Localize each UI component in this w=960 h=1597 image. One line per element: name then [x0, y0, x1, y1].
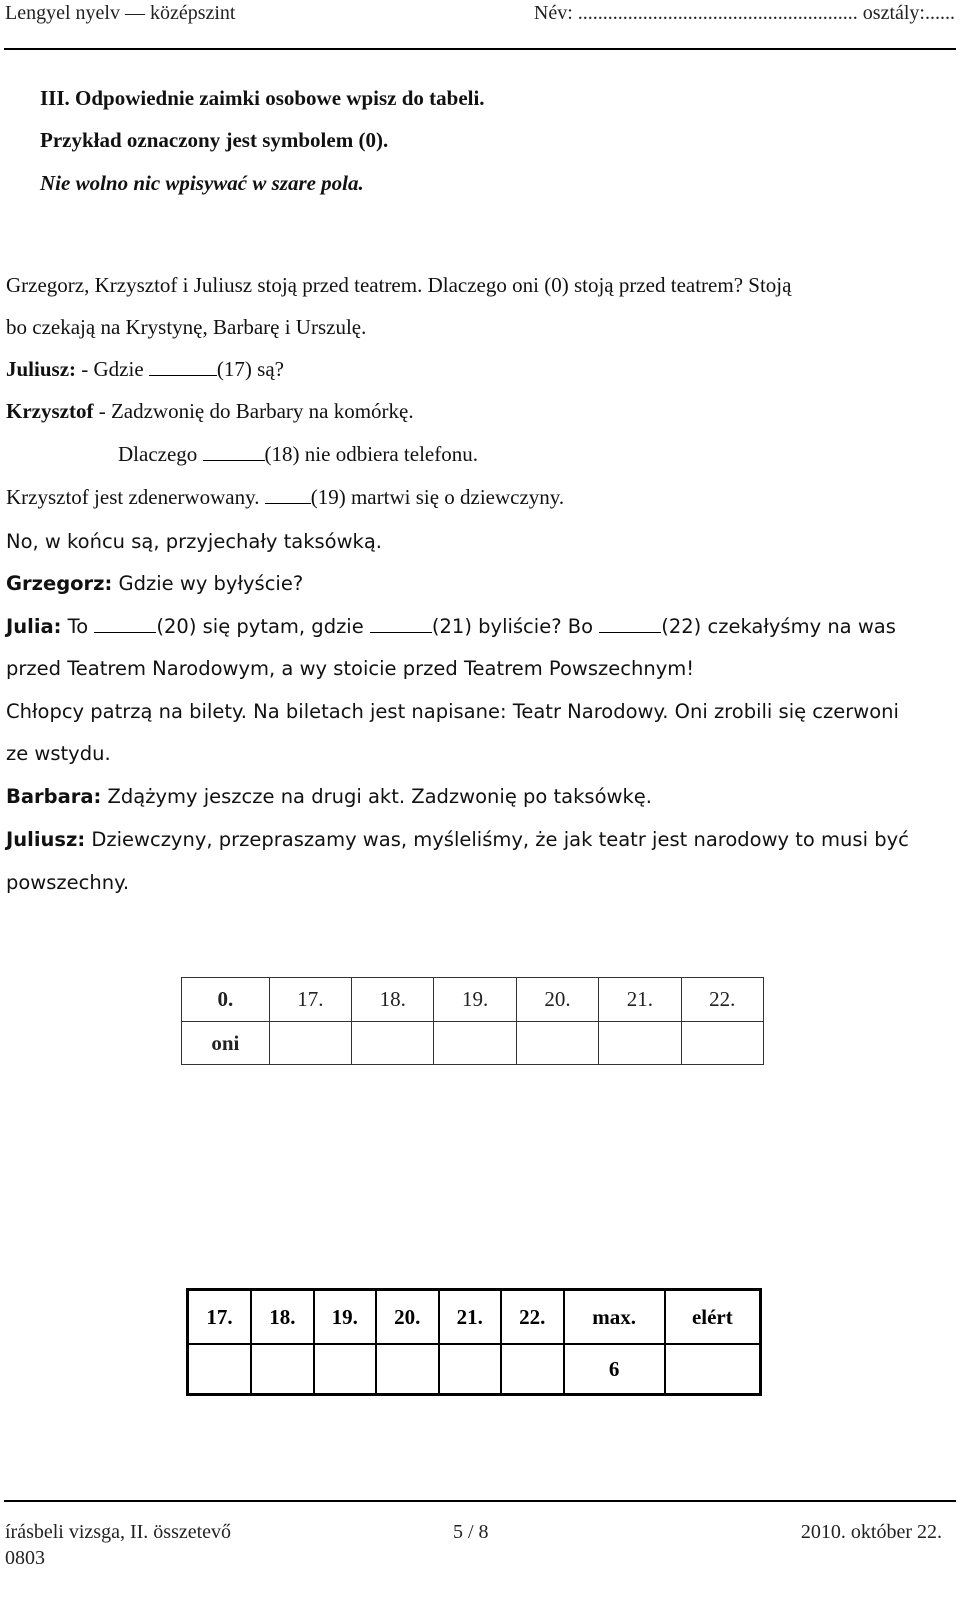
score-table-value-row [188, 1344, 761, 1395]
answer-cell-18[interactable] [352, 1022, 434, 1065]
text-line-9: Julia: To (20) się pytam, gdzie (21) byliście? Bo (22) czekałyśmy na was [6, 615, 896, 638]
answer-table-header-row [182, 978, 764, 1022]
speaker-name: Grzegorz: [6, 572, 113, 595]
score-cell-max: 6 [564, 1344, 665, 1395]
score-cell-20[interactable] [376, 1344, 438, 1395]
answer-table [181, 977, 764, 1065]
text-line-14: Juliusz: Dziewczyny, przepraszamy was, myśleliśmy, że jak teatr jest narodowy to musi być [6, 828, 909, 851]
score-table [186, 1288, 762, 1396]
gap-17 [149, 374, 217, 376]
answer-cell-20[interactable] [516, 1022, 598, 1065]
page-header [5, 0, 955, 30]
answer-header-18: 18. [352, 978, 434, 1022]
gap-22 [599, 631, 661, 633]
score-header-17: 17. [188, 1290, 252, 1345]
footer-code: 0803 [5, 1547, 45, 1569]
speaker-name: Julia: [6, 615, 62, 638]
score-cell-achieved[interactable] [665, 1344, 761, 1395]
answer-header-19: 19. [434, 978, 516, 1022]
instruction-title: III. Odpowiednie zaimki osobowe wpisz do tabeli. [40, 86, 485, 110]
answer-header-20: 20. [516, 978, 598, 1022]
gap-20 [94, 631, 156, 633]
text-line-2: bo czekają na Krystynę, Barbarę i Urszulę. [6, 315, 367, 339]
answer-cell-17[interactable] [269, 1022, 351, 1065]
speaker-name: Krzysztof [6, 399, 94, 423]
speaker-name: Juliusz: [6, 828, 86, 851]
text-line-4: Krzysztof - Zadzwonię do Barbary na komórkę. [6, 399, 414, 423]
footer-exam-part: írásbeli vizsga, II. összetevő [5, 1521, 232, 1543]
score-cell-21[interactable] [439, 1344, 501, 1395]
text-line-12: ze wstydu. [6, 742, 111, 765]
answer-header-22: 22. [681, 978, 763, 1022]
answer-header-21: 21. [599, 978, 681, 1022]
score-header-20: 20. [376, 1290, 438, 1345]
text-line-7: No, w końcu są, przyjechały taksówką. [6, 530, 382, 553]
gap-21 [370, 631, 432, 633]
text-line-3: Juliusz: - Gdzie (17) są? [6, 357, 284, 381]
footer-date: 2010. október 22. [800, 1521, 942, 1543]
answer-header-0: 0. [182, 978, 270, 1022]
answer-cell-0: oni [182, 1022, 270, 1065]
text-line-1: Grzegorz, Krzysztof i Juliusz stoją przed teatrem. Dlaczego oni (0) stoją przed teatrem? Stoją [6, 273, 792, 297]
header-rule [4, 48, 956, 50]
text-line-10: przed Teatrem Narodowym, a wy stoicie przed Teatrem Powszechnym! [6, 657, 695, 680]
footer-page-number: 5 / 8 [453, 1521, 489, 1543]
text-line-15: powszechny. [6, 871, 130, 894]
instruction-example: Przykład oznaczony jest symbolem (0). [40, 128, 389, 152]
header-subject: Lengyel nyelv — középszint [5, 2, 236, 24]
header-name-class-field: Név: ........................................................ osztály:...... [533, 2, 955, 24]
score-header-18: 18. [251, 1290, 313, 1345]
score-header-21: 21. [439, 1290, 501, 1345]
score-cell-19[interactable] [314, 1344, 376, 1395]
answer-cell-19[interactable] [434, 1022, 516, 1065]
answer-cell-22[interactable] [681, 1022, 763, 1065]
footer-rule [4, 1500, 956, 1502]
score-table-header-row [188, 1290, 761, 1345]
score-cell-17[interactable] [188, 1344, 252, 1395]
score-cell-18[interactable] [251, 1344, 313, 1395]
instruction-grey-fields: Nie wolno nic wpisywać w szare pola. [40, 171, 364, 195]
gap-18 [203, 459, 265, 461]
text-line-8: Grzegorz: Gdzie wy byłyście? [6, 572, 304, 595]
score-header-max: max. [564, 1290, 665, 1345]
speaker-name: Barbara: [6, 785, 102, 808]
text-line-13: Barbara: Zdążymy jeszcze na drugi akt. Zadzwonię po taksówkę. [6, 785, 652, 808]
gap-19 [265, 502, 311, 504]
speaker-name: Juliusz: [6, 357, 77, 381]
score-header-19: 19. [314, 1290, 376, 1345]
score-header-achieved: elért [665, 1290, 761, 1345]
answer-header-17: 17. [269, 978, 351, 1022]
score-cell-22[interactable] [501, 1344, 563, 1395]
text-line-11: Chłopcy patrzą na bilety. Na biletach jest napisane: Teatr Narodowy. Oni zrobili się czerwoni [6, 700, 899, 723]
answer-cell-21[interactable] [599, 1022, 681, 1065]
score-header-22: 22. [501, 1290, 563, 1345]
text-line-5: Dlaczego (18) nie odbiera telefonu. [118, 442, 478, 466]
answer-table-answer-row [182, 1022, 764, 1065]
text-line-6: Krzysztof jest zdenerwowany. (19) martwi się o dziewczyny. [6, 485, 565, 509]
